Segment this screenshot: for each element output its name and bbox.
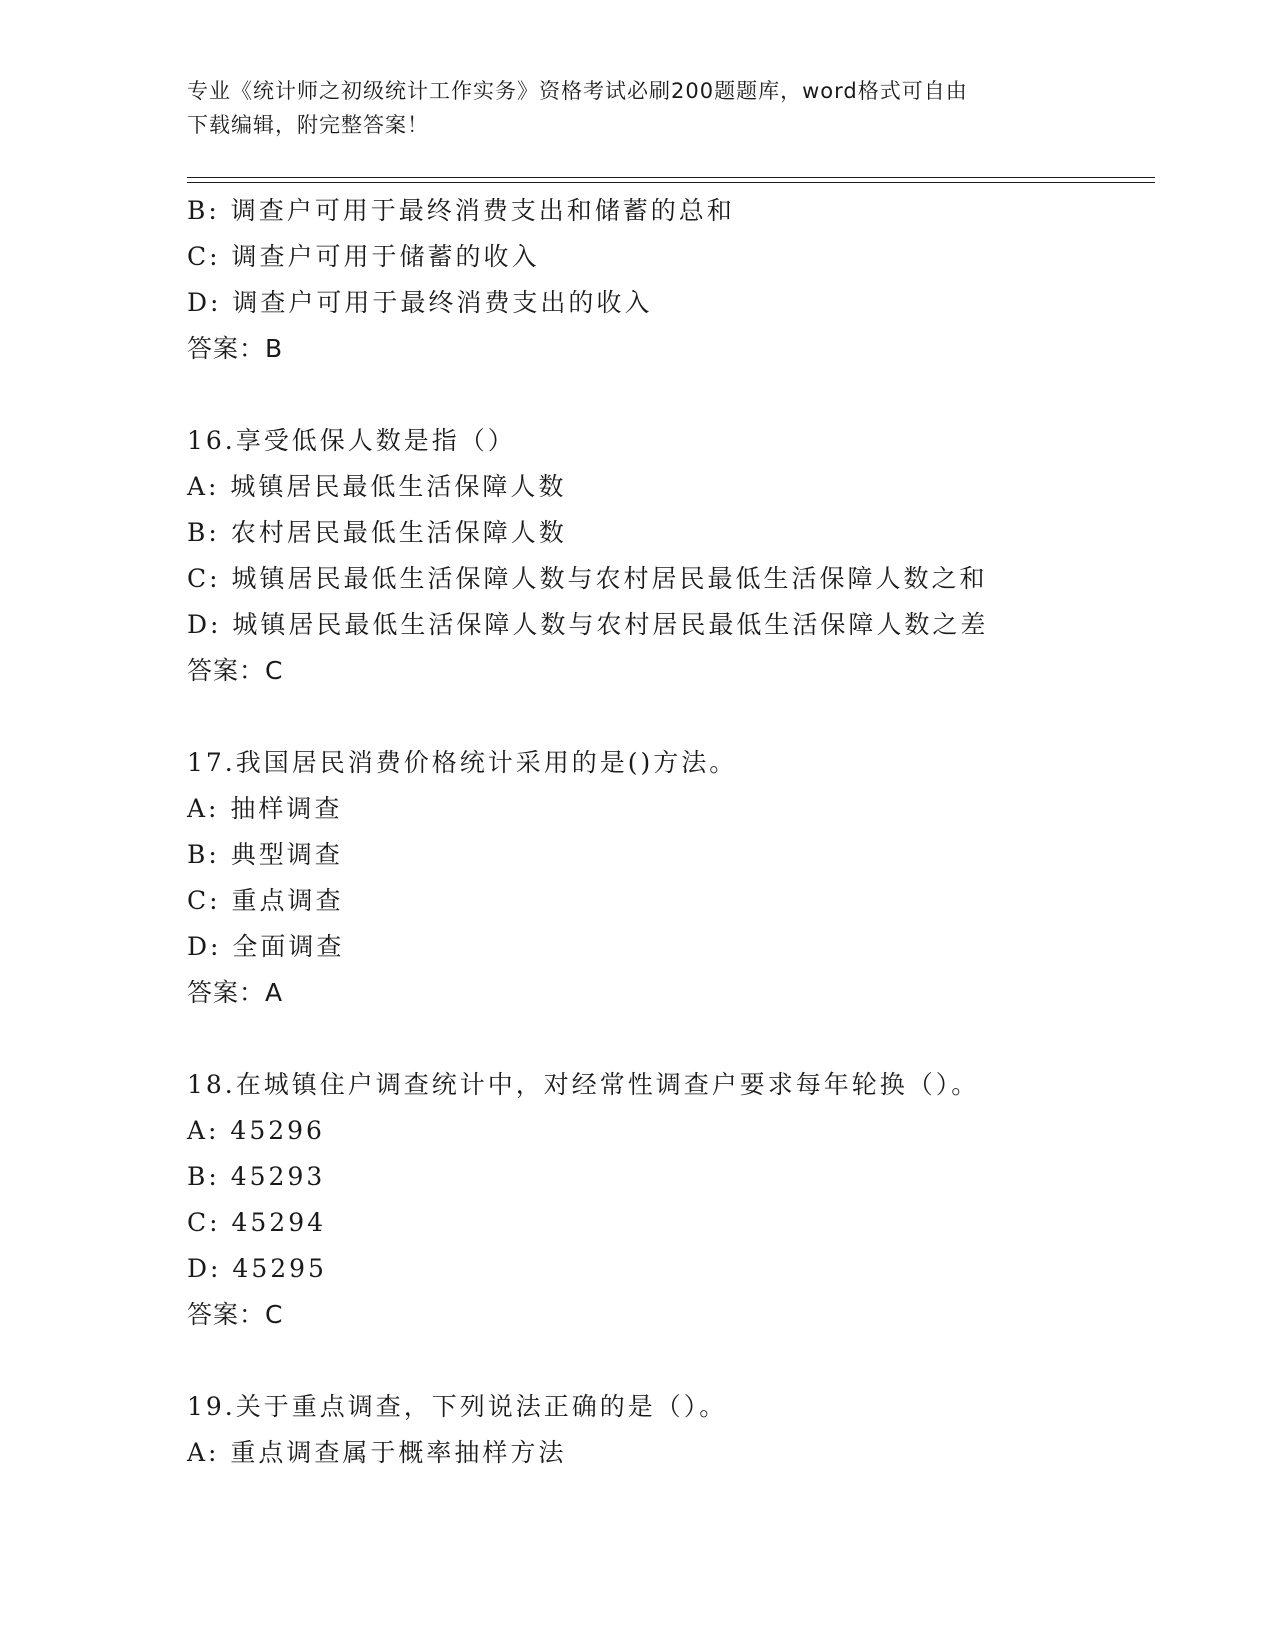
question-stem: 17.我国居民消费价格统计采用的是()方法。	[187, 748, 738, 777]
header-divider-bottom	[187, 182, 1155, 183]
question-stem: 18.在城镇住户调查统计中，对经常性调查户要求每年轮换（）。	[187, 1070, 980, 1099]
question-block-18	[187, 1062, 1155, 1338]
option-b: B: 调查户可用于最终消费支出和储蓄的总和	[187, 196, 735, 225]
option-d: D: 城镇居民最低生活保障人数与农村居民最低生活保障人数之差	[187, 610, 989, 639]
option-a: A: 重点调查属于概率抽样方法	[187, 1438, 567, 1467]
answer-line: 答案：C	[187, 1300, 284, 1329]
option-a: A: 抽样调查	[187, 794, 343, 823]
question-block-16	[187, 418, 1155, 694]
option-c: C: 调查户可用于储蓄的收入	[187, 242, 540, 271]
spacer	[187, 372, 1155, 418]
option-c: C: 45294	[187, 1208, 327, 1237]
question-list	[187, 188, 1155, 1476]
spacer	[187, 694, 1155, 740]
spacer	[187, 1016, 1155, 1062]
option-b: B: 农村居民最低生活保障人数	[187, 518, 567, 547]
option-d: D: 45295	[187, 1254, 327, 1283]
option-c: C: 城镇居民最低生活保障人数与农村居民最低生活保障人数之和	[187, 564, 988, 593]
header-title-line-2: 下载编辑，附完整答案！	[187, 113, 429, 137]
document-header	[187, 74, 1067, 142]
header-divider-top	[187, 177, 1155, 178]
answer-line: 答案：A	[187, 978, 284, 1007]
question-stem: 19.关于重点调查，下列说法正确的是（）。	[187, 1392, 728, 1421]
answer-line: 答案：B	[187, 334, 284, 363]
option-a: A: 城镇居民最低生活保障人数	[187, 472, 567, 501]
answer-line: 答案：C	[187, 656, 284, 685]
option-d: D: 全面调查	[187, 932, 345, 961]
option-a: A: 45296	[187, 1116, 325, 1145]
question-block-17	[187, 740, 1155, 1016]
option-b: B: 典型调查	[187, 840, 343, 869]
question-stem: 16.享受低保人数是指（）	[187, 426, 516, 455]
header-title-line-1: 专业《统计师之初级统计工作实务》资格考试必刷200题题库，word格式可自由	[187, 79, 968, 103]
spacer	[187, 1338, 1155, 1384]
option-b: B: 45293	[187, 1162, 326, 1191]
option-d: D: 调查户可用于最终消费支出的收入	[187, 288, 653, 317]
question-block-19	[187, 1384, 1155, 1476]
option-c: C: 重点调查	[187, 886, 344, 915]
question-block-15	[187, 188, 1155, 372]
